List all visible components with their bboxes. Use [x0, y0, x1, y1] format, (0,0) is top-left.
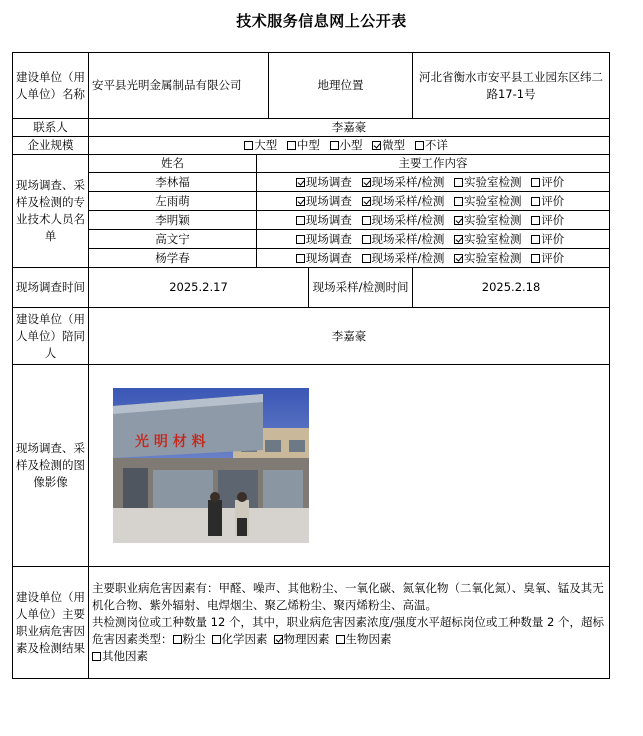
scale-options — [89, 137, 610, 155]
checkbox-icon — [531, 178, 540, 187]
scale-option: 不详 — [415, 138, 448, 152]
staff-name: 李林福 — [89, 173, 257, 192]
staff-work-header: 主要工作内容 — [257, 155, 610, 173]
sampling-time-value: 2025.2.18 — [413, 268, 610, 308]
scale-option: 微型 — [372, 138, 405, 152]
staff-work: 现场调查 现场采样/检测 实验室检测 评价 — [257, 211, 610, 230]
checkbox-icon — [212, 635, 221, 644]
findings-label: 建设单位（用人单位）主要职业病危害因素及检测结果 — [13, 567, 89, 679]
checkbox-icon — [454, 197, 463, 206]
scale-option: 小型 — [330, 138, 363, 152]
checkbox-icon — [531, 216, 540, 225]
staff-name-header: 姓名 — [89, 155, 257, 173]
table-row — [13, 173, 610, 192]
survey-time-value: 2025.2.17 — [89, 268, 309, 308]
staff-name: 高文宁 — [89, 230, 257, 249]
sampling-time-label: 现场采样/检测时间 — [309, 268, 413, 308]
staff-name: 杨学春 — [89, 249, 257, 268]
checkbox-icon — [415, 141, 424, 150]
scale-label: 企业规模 — [13, 137, 89, 155]
table-row — [13, 230, 610, 249]
checkbox-icon — [362, 216, 371, 225]
checkbox-checked-icon — [362, 197, 371, 206]
scale-option: 中型 — [287, 138, 320, 152]
checkbox-icon — [244, 141, 253, 150]
checkbox-icon — [362, 235, 371, 244]
checkbox-icon — [92, 652, 101, 661]
staff-work: 现场调查 现场采样/检测 实验室检测 评价 — [257, 173, 610, 192]
location-value: 河北省衡水市安平县工业园东区纬二路17-1号 — [413, 53, 610, 119]
staff-name: 左雨萌 — [89, 192, 257, 211]
checkbox-icon — [296, 216, 305, 225]
checkbox-icon — [531, 197, 540, 206]
checkbox-icon — [454, 178, 463, 187]
staff-label: 现场调查、采样及检测的专业技术人员名单 — [13, 155, 89, 268]
checkbox-checked-icon — [454, 216, 463, 225]
checkbox-checked-icon — [296, 197, 305, 206]
detection-summary: 共检测岗位或工种数量 12 个，其中，职业病危害因素浓度/强度水平超标岗位或工种数量 2 个，超标危害因素类型： 粉尘 化学因素 物理因素 生物因素 其他因素 — [92, 615, 604, 663]
staff-work: 现场调查 现场采样/检测 实验室检测 评价 — [257, 249, 610, 268]
staff-work: 现场调查 现场采样/检测 实验室检测 评价 — [257, 192, 610, 211]
checkbox-checked-icon — [362, 178, 371, 187]
checkbox-icon — [173, 635, 182, 644]
hazard-factors: 主要职业病危害因素有：甲醛、噪声、其他粉尘、一氧化碳、氮氧化物（二氧化氮）、臭氧、锰及其无机化合物、紫外辐射、电焊烟尘、聚乙烯粉尘、聚丙烯粉尘、高温。 — [92, 581, 604, 612]
site-photo — [113, 388, 309, 543]
table-row — [13, 249, 610, 268]
contact-value: 李嘉豪 — [89, 119, 610, 137]
checkbox-icon — [330, 141, 339, 150]
checkbox-checked-icon — [454, 254, 463, 263]
checkbox-icon — [531, 254, 540, 263]
checkbox-icon — [287, 141, 296, 150]
checkbox-icon — [336, 635, 345, 644]
checkbox-checked-icon — [454, 235, 463, 244]
checkbox-icon — [296, 254, 305, 263]
escort-value: 李嘉豪 — [89, 308, 610, 365]
checkbox-checked-icon — [274, 635, 283, 644]
info-table — [12, 52, 610, 679]
table-row — [13, 211, 610, 230]
scale-option: 大型 — [244, 138, 277, 152]
staff-name: 李明颖 — [89, 211, 257, 230]
checkbox-icon — [296, 235, 305, 244]
checkbox-icon — [531, 235, 540, 244]
unit-name: 安平县光明金属制品有限公司 — [89, 53, 269, 119]
contact-label: 联系人 — [13, 119, 89, 137]
findings-content — [89, 567, 610, 679]
checkbox-checked-icon — [296, 178, 305, 187]
page-title: 技术服务信息网上公开表 — [236, 12, 407, 30]
image-label: 现场调查、采样及检测的图像影像 — [13, 365, 89, 567]
checkbox-checked-icon — [372, 141, 381, 150]
checkbox-icon — [362, 254, 371, 263]
survey-time-label: 现场调查时间 — [13, 268, 89, 308]
table-row — [13, 192, 610, 211]
building-sign: 光 明 材 料 — [135, 434, 206, 450]
unit-label: 建设单位（用人单位）名称 — [13, 53, 89, 119]
staff-work: 现场调查 现场采样/检测 实验室检测 评价 — [257, 230, 610, 249]
escort-label: 建设单位（用人单位）陪同人 — [13, 308, 89, 365]
location-label: 地理位置 — [269, 53, 413, 119]
